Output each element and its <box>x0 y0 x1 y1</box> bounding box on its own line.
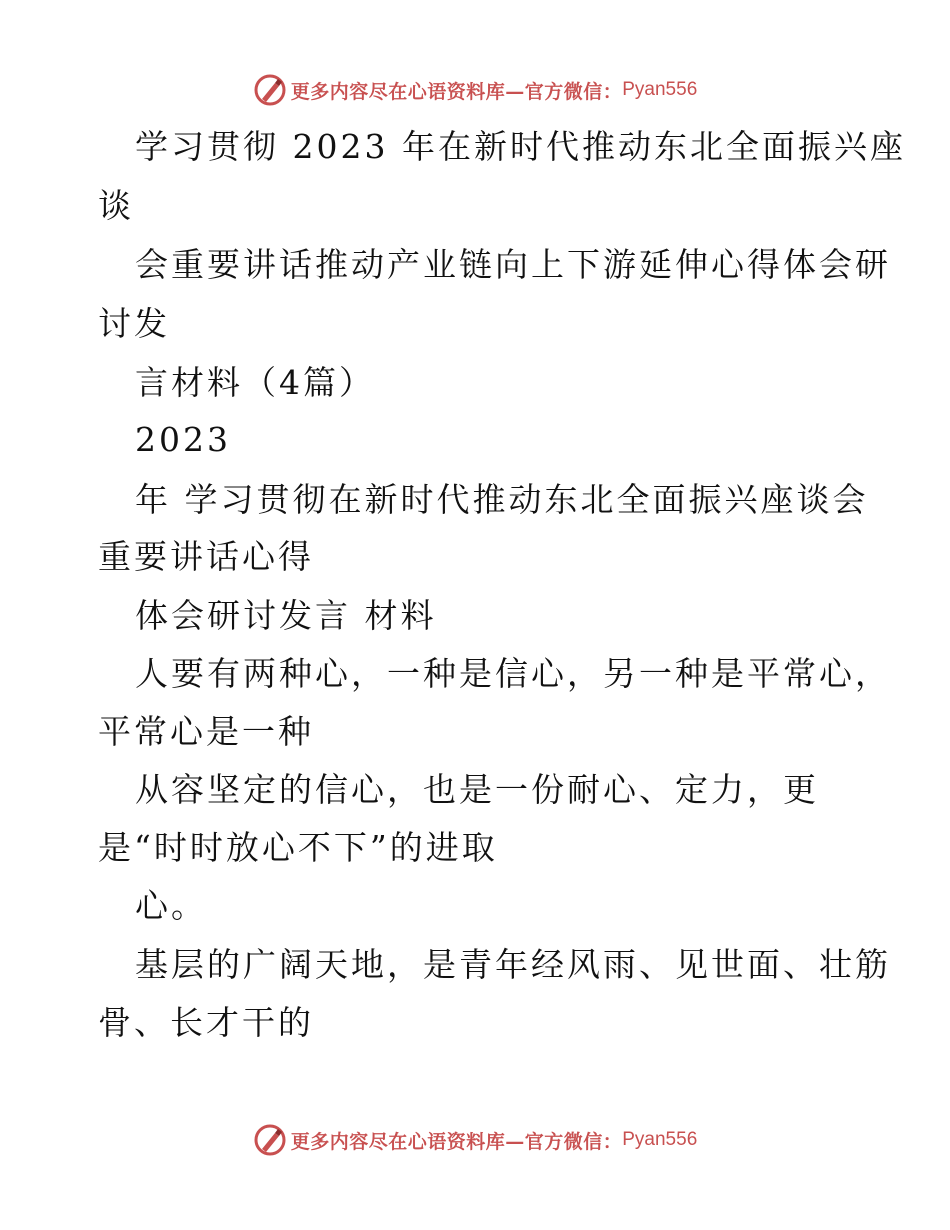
text-line: 人要有两种心，一种是信心，另一种是平常心， <box>135 654 891 693</box>
text-line: 是“时时放心不下”的进取 <box>98 828 498 867</box>
text-line: 体会研讨发言 材料 <box>135 596 437 635</box>
watermark-text: 更多内容尽在心语资料库—官方微信： <box>290 80 623 103</box>
text-line: 基层的广阔天地，是青年经风雨、见世面、壮筋 <box>135 945 891 984</box>
watermark-wechat-id: Pyan556 <box>622 1129 698 1150</box>
text-line: 从容坚定的信心，也是一份耐心、定力，更 <box>135 770 819 809</box>
text-line: 学习贯彻 2023 年在新时代推动东北全面振兴座 <box>135 127 906 166</box>
text-line: 平常心是一种 <box>98 712 314 751</box>
text-line: 言材料（4篇） <box>135 363 375 402</box>
text-line: 年 学习贯彻在新时代推动东北全面振兴座谈会 <box>135 480 869 519</box>
text-line: 谈 <box>98 186 134 225</box>
header-watermark <box>0 70 950 110</box>
text-line: 重要讲话心得 <box>98 537 314 576</box>
text-line: 讨发 <box>98 304 170 343</box>
text-line: 2023 <box>135 420 231 459</box>
footer-watermark <box>0 1120 950 1160</box>
text-line: 心。 <box>135 886 207 925</box>
watermark-wechat-id: Pyan556 <box>622 79 698 100</box>
text-line: 骨、长才干的 <box>98 1003 314 1042</box>
writing-pen-logo <box>253 73 287 107</box>
writing-pen-logo <box>253 1123 287 1157</box>
watermark-text: 更多内容尽在心语资料库—官方微信： <box>290 1130 623 1153</box>
text-line: 会重要讲话推动产业链向上下游延伸心得体会研 <box>135 245 891 284</box>
